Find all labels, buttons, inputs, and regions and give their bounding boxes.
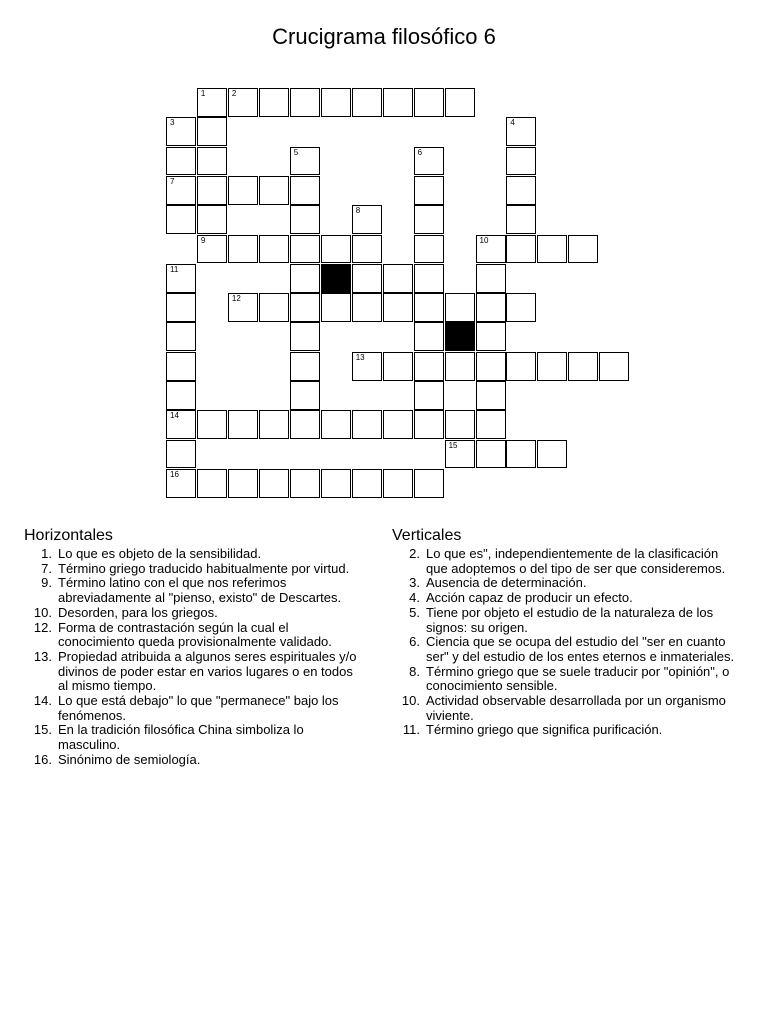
grid-cell[interactable] [352,293,382,322]
grid-cell[interactable] [166,381,196,410]
clue-text: Término griego que significa purificación. [426,722,663,738]
grid-cell[interactable] [290,352,320,381]
grid-cell[interactable] [383,88,413,117]
clue-number: 6. [409,634,420,650]
clue-text: Término griego traducido habitualmente por virtud. [58,560,350,576]
grid-cell[interactable] [506,117,536,146]
clue-item [24,547,366,562]
grid-cell[interactable] [228,235,258,264]
cell-number: 2 [231,89,237,98]
crossword-grid [0,0,768,510]
grid-cell[interactable] [445,410,475,439]
clue-text: Ciencia que se ocupa del estudio del "ser en cuanto ser" y del estudio de los entes eternos e inmateriales. [426,634,735,664]
grid-cell[interactable] [290,235,320,264]
grid-cell[interactable] [259,469,289,498]
grid-cell-black [445,322,475,351]
grid-cell[interactable] [383,469,413,498]
grid-cell[interactable] [352,205,382,234]
grid-cell[interactable] [259,235,289,264]
vertical-clue-list [392,547,742,738]
grid-cell[interactable] [166,440,196,469]
grid-cell[interactable] [568,235,598,264]
clue-number: 1. [41,546,52,561]
grid-cell[interactable] [290,88,320,117]
grid-cell[interactable] [197,410,227,439]
cell-number: 16 [170,469,179,479]
clue-number: 14. [33,693,52,709]
grid-cell[interactable] [383,352,413,381]
clue-number: 8. [409,663,420,679]
grid-cell[interactable] [383,293,413,322]
grid-cell[interactable] [166,117,196,146]
clue-text: Lo que está debajo" lo que "permanece" bajo los fenómenos. [58,693,339,723]
clue-item [24,562,366,577]
clue-number: 2. [409,546,420,561]
grid-cell[interactable] [352,88,382,117]
grid-cell[interactable] [321,293,351,322]
grid-cell[interactable] [445,440,475,469]
clue-text: Desorden, para los griegos. [58,604,218,620]
clue-number: 11. [402,722,420,738]
grid-cell[interactable] [197,88,227,117]
clue-number: 4. [409,590,420,606]
clue-text: Término griego que se suele traducir por "opinión", o conocimiento sensible. [426,663,730,694]
grid-cell[interactable] [228,410,258,439]
grid-cell[interactable] [352,352,382,381]
grid-cell[interactable] [321,88,351,117]
grid-cell[interactable] [383,410,413,439]
grid-cell[interactable] [197,147,227,176]
clue-number: 7. [41,560,52,576]
grid-cell[interactable] [166,410,196,439]
clue-item [24,621,366,650]
grid-cell[interactable] [476,440,506,469]
page-title: Crucigrama filosófico 6 [272,24,496,49]
grid-cell[interactable] [599,352,629,381]
clue-text: Tiene por objeto el estudio de la naturaleza de los signos: su origen. [426,604,714,635]
grid-cell[interactable] [476,264,506,293]
grid-cell[interactable] [445,88,475,117]
grid-cell[interactable] [290,176,320,205]
clue-item [392,576,742,591]
grid-cell[interactable] [414,322,444,351]
clue-item [392,547,742,576]
clue-number: 15. [33,722,52,738]
grid-cell[interactable] [166,147,196,176]
clue-number: 9. [41,575,52,591]
grid-cell[interactable] [506,440,536,469]
grid-cell[interactable] [228,293,258,322]
grid-cell[interactable] [414,469,444,498]
clue-text: Ausencia de determinación. [426,575,587,591]
horizontal-clues [24,527,366,768]
grid-cell-black [321,264,351,293]
grid-cell[interactable] [383,264,413,293]
clue-item [24,753,366,768]
grid-cell[interactable] [166,322,196,351]
grid-cell[interactable] [290,322,320,351]
grid-cell[interactable] [290,469,320,498]
clue-item [392,723,742,738]
clue-item [24,606,366,621]
grid-cell[interactable] [476,381,506,410]
cell-number: 1 [200,89,206,98]
clue-item [392,591,742,606]
clue-item [24,576,366,605]
clue-text: Propiedad atribuida a algunos seres espirituales y/o divinos de poder estar en varios lugares o en todos al mismo tiempo. [58,648,357,694]
grid-cell[interactable] [414,381,444,410]
grid-cell[interactable] [568,352,598,381]
grid-cell[interactable] [321,235,351,264]
clue-text: Forma de contrastación según la cual el conocimiento queda provisionalmente validado. [58,619,332,650]
cell-number: 10 [479,235,489,245]
grid-cell[interactable] [445,293,475,322]
grid-cell[interactable] [197,469,227,498]
grid-cell[interactable] [506,235,536,264]
grid-cell[interactable] [352,410,382,439]
clue-text: Sinónimo de semiología. [58,751,201,767]
grid-cell[interactable] [166,176,196,205]
grid-cell[interactable] [321,469,351,498]
grid-cell[interactable] [259,293,289,322]
grid-cell[interactable] [166,264,196,293]
grid-cell[interactable] [290,293,320,322]
cell-number: 13 [355,352,365,362]
grid-cell[interactable] [414,147,444,176]
grid-cell[interactable] [259,176,289,205]
clue-item [24,723,366,752]
grid-cell[interactable] [537,235,567,264]
cell-number: 4 [510,118,515,128]
grid-cell[interactable] [414,205,444,234]
grid-cell[interactable] [166,469,196,498]
grid-cell[interactable] [414,410,444,439]
grid-cell[interactable] [506,176,536,205]
grid-cell[interactable] [290,410,320,439]
grid-cell[interactable] [537,352,567,381]
clue-text: Término latino con el que nos referimos abreviadamente al "pienso, existo" de Descartes. [58,575,342,606]
grid-cell[interactable] [321,410,351,439]
grid-cell[interactable] [166,205,196,234]
grid-cell[interactable] [290,205,320,234]
grid-cell[interactable] [506,147,536,176]
cell-number: 11 [170,264,179,274]
cell-number: 5 [293,147,299,157]
cell-number: 6 [417,147,423,157]
grid-cell[interactable] [290,381,320,410]
clue-number: 10. [33,604,52,620]
cell-number: 15 [448,440,458,450]
grid-cell[interactable] [476,352,506,381]
grid-cell[interactable] [476,410,506,439]
horizontal-heading: Horizontales [24,527,113,544]
cell-number: 12 [231,294,241,304]
grid-cell[interactable] [197,235,227,264]
cell-number: 14 [170,411,179,421]
grid-cell[interactable] [506,293,536,322]
horizontal-clue-list [24,547,366,768]
clue-text: Acción capaz de producir un efecto. [426,590,633,606]
grid-cell[interactable] [290,264,320,293]
grid-cell[interactable] [476,322,506,351]
clue-item [392,606,742,635]
grid-cell[interactable] [259,410,289,439]
grid-cell[interactable] [414,264,444,293]
grid-cell[interactable] [352,264,382,293]
grid-cell[interactable] [228,176,258,205]
cell-number: 7 [170,176,175,186]
clue-item [24,694,366,723]
grid-cell[interactable] [259,88,289,117]
clue-text: Lo que es objeto de la sensibilidad. [58,546,262,561]
grid-cell[interactable] [476,235,506,264]
grid-cell[interactable] [506,205,536,234]
clue-text: Lo que es", independientemente de la clasificación que adoptemos o del tipo de ser que consideremos. [426,546,726,576]
clue-text: Actividad observable desarrollada por un organismo viviente. [426,693,726,723]
grid-cell[interactable] [228,469,258,498]
grid-cell[interactable] [537,440,567,469]
grid-cell[interactable] [352,235,382,264]
grid-cell[interactable] [414,88,444,117]
clue-number: 13. [33,648,52,664]
grid-cell[interactable] [414,235,444,264]
grid-cell[interactable] [166,352,196,381]
clue-number: 10. [401,693,420,709]
grid-cell[interactable] [414,293,444,322]
grid-cell[interactable] [445,352,475,381]
grid-cell[interactable] [352,469,382,498]
cell-number: 8 [355,206,361,216]
clue-number: 12. [33,619,52,635]
grid-cell[interactable] [414,352,444,381]
cell-number: 3 [170,118,175,128]
clue-item [24,650,366,694]
grid-cell[interactable] [414,176,444,205]
vertical-clues [392,527,742,738]
grid-cell[interactable] [290,147,320,176]
grid-cell[interactable] [506,352,536,381]
clue-number: 5. [409,604,420,620]
clue-number: 16. [33,751,52,767]
clue-item [392,694,742,723]
clue-item [392,635,742,664]
grid-cell[interactable] [197,117,227,146]
grid-cell[interactable] [197,205,227,234]
vertical-heading: Verticales [392,527,462,544]
grid-cell[interactable] [476,293,506,322]
grid-cell[interactable] [197,176,227,205]
grid-cell[interactable] [228,88,258,117]
cell-number: 9 [200,235,206,245]
grid-cell[interactable] [166,293,196,322]
clue-number: 3. [409,575,420,591]
clue-item [392,665,742,694]
clue-text: En la tradición filosófica China simboliza lo masculino. [58,722,304,753]
